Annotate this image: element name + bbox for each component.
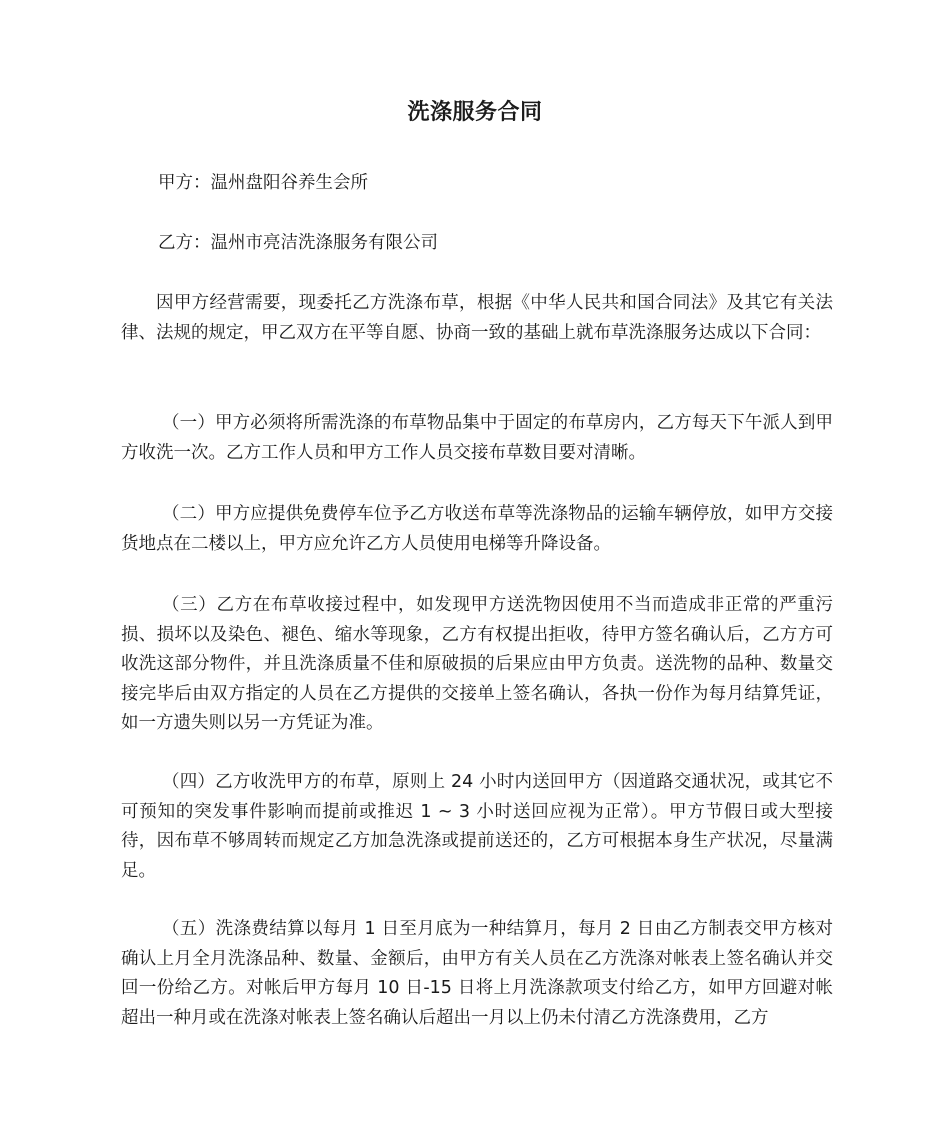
intro-paragraph: 因甲方经营需要，现委托乙方洗涤布草，根据《中华人民共和国合同法》及其它有关法律、法规的规定，甲乙双方在平等自愿、协商一致的基础上就布草洗涤服务达成以下合同： [121,293,833,343]
party-a: 甲方：温州盘阳谷养生会所 [158,173,368,193]
clause-3: （三）乙方在布草收接过程中，如发现甲方送洗物因使用不当而造成非正常的严重污损、损坏以及染色、褪色、缩水等现象，乙方有权提出拒收，待甲方签名确认后，乙方方可收洗这部分物件，并且洗涤质量不佳和原破损的后果应由甲方负责。送洗物的品种、数量交接完毕后由双方指定的人员在乙方提供的交接单上签名确认，各执一份作为每月结算凭证，如一方遗失则以另一方凭证为准。 [121,595,833,733]
clause-5: （五）洗涤费结算以每月 1 日至月底为一种结算月，每月 2 日由乙方制表交甲方核对确认上月全月洗涤品种、数量、金额后，由甲方有关人员在乙方洗涤对帐表上签名确认并交回一份给乙方。对帐后甲方每月 10 日-15 日将上月洗涤款项支付给乙方，如甲方回避对帐超出一种月或在洗涤对帐表上签名确认后超出一月以上仍未付清乙方洗涤费用，乙方 [121,919,833,1028]
party-b: 乙方：温州市亮洁洗涤服务有限公司 [158,233,438,253]
clause-1: （一）甲方必须将所需洗涤的布草物品集中于固定的布草房内，乙方每天下午派人到甲方收洗一次。乙方工作人员和甲方工作人员交接布草数目要对清晰。 [121,413,833,463]
document-title: 洗涤服务合同 [407,100,543,125]
clause-4: （四）乙方收洗甲方的布草，原则上 24 小时内送回甲方（因道路交通状况，或其它不可预知的突发事件影响而提前或推迟 1 ~ 3 小时送回应视为正常）。甲方节假日或大型接待，因布草不够周转而规定乙方加急洗涤或提前送还的，乙方可根据本身生产状况，尽量满足。 [121,772,833,881]
clause-2: （二）甲方应提供免费停车位予乙方收送布草等洗涤物品的运输车辆停放，如甲方交接货地点在二楼以上，甲方应允许乙方人员使用电梯等升降设备。 [121,504,833,554]
